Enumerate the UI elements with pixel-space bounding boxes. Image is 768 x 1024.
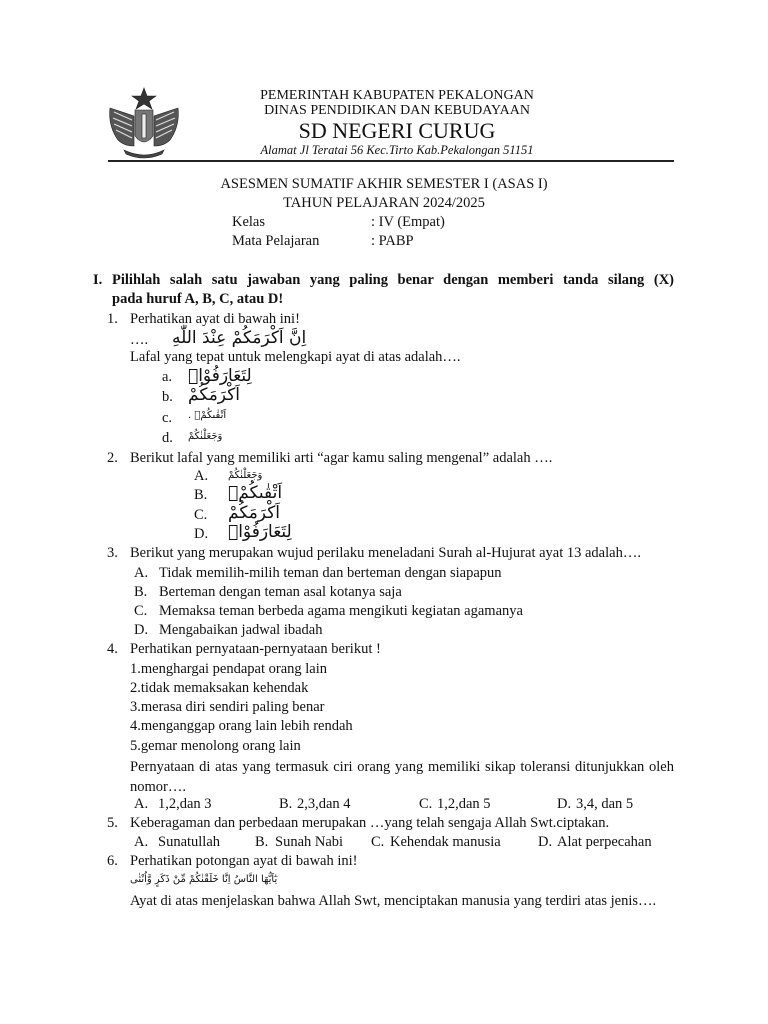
q1-option-arabic: اَكْرَمَكُمْ (188, 385, 241, 405)
exam-year: TAHUN PELAJARAN 2024/2025 (283, 195, 485, 211)
q4-text: Perhatikan pernyataan-pernyataan berikut ! (130, 641, 381, 657)
q6-number: 6. (107, 853, 118, 869)
q2-number: 2. (107, 450, 118, 466)
q4-option-letter: D. (557, 796, 572, 812)
school-address: Alamat Jl Teratai 56 Kec.Tirto Kab.Pekalongan 51151 (260, 143, 534, 157)
q4-prompt: Pernyataan di atas yang termasuk ciri orang yang memiliki sikap toleransi ditunjukkan oleh nomor…. (130, 759, 674, 795)
q3-text: Berikut yang merupakan wujud perilaku meneladani Surah al-Hujurat ayat 13 adalah…. (130, 545, 641, 561)
header-gov-line: PEMERINTAH KABUPATEN PEKALONGAN (260, 88, 534, 103)
q6-prompt: Ayat di atas menjelaskan bahwa Allah Swt, menciptakan manusia yang terdiri atas jenis…. (130, 893, 657, 909)
q4-statement: 2.tidak memaksakan kehendak (130, 680, 309, 696)
q1-text: Perhatikan ayat di bawah ini! (130, 311, 300, 327)
q5-number: 5. (107, 815, 118, 831)
q2-option-arabic: اَكْرَمَكُمْ (228, 503, 281, 523)
q1-option-arabic: لِتَعَارَفُوْاۚ (188, 366, 252, 386)
q5-option-letter: D. (538, 834, 553, 850)
q1-option-arabic: اَتْقٰىكُمْۗ . (188, 410, 227, 421)
mapel-label: Mata Pelajaran (232, 233, 320, 249)
q2-option-letter: A. (194, 468, 209, 484)
exam-title: ASESMEN SUMATIF AKHIR SEMESTER I (ASAS I) (220, 176, 548, 192)
q3-option-text: Tidak memilih-milih teman dan berteman dengan siapapun (159, 565, 502, 581)
header-divider (108, 160, 674, 162)
q3-option-text: Memaksa teman berbeda agama mengikuti kegiatan agamanya (159, 603, 523, 619)
q3-option-text: Mengabaikan jadwal ibadah (159, 622, 323, 638)
q1-option-letter: a. (162, 369, 173, 385)
kelas-label: Kelas (232, 214, 266, 230)
q4-number: 4. (107, 641, 118, 657)
q5-option-letter: C. (371, 834, 385, 850)
q4-statement: 1.menghargai pendapat orang lain (130, 661, 328, 677)
mapel-value: : PABP (371, 233, 414, 249)
q2-option-arabic: وَجَعَلْنٰكُمْ (228, 470, 263, 481)
q5-option-text: Sunatullah (158, 834, 221, 850)
q4-statement: 3.merasa diri sendiri paling benar (130, 699, 325, 715)
q6-arabic-verse: يٰٓاَيُّهَا النَّاسُ اِنَّا خَلَقْنٰكُمْ مِّنْ ذَكَرٍ وَّاُنْثٰى (130, 874, 278, 885)
q4-option-letter: A. (134, 796, 149, 812)
q1-arabic-verse: اِنَّ اَكْرَمَكُمْ عِنْدَ اللّٰهِ (172, 328, 307, 348)
q2-text: Berikut lafal yang memiliki arti “agar kamu saling mengenal” adalah …. (130, 450, 553, 466)
q4-option-text: 2,3,dan 4 (297, 796, 351, 812)
q3-option-letter: C. (134, 603, 148, 619)
q1-number: 1. (107, 311, 118, 327)
q4-statement: 4.menganggap orang lain lebih rendah (130, 718, 353, 734)
q4-statement: 5.gemar menolong orang lain (130, 738, 301, 754)
q5-option-text: Kehendak manusia (390, 834, 501, 850)
q4-option-text: 3,4, dan 5 (576, 796, 634, 812)
q1-option-letter: c. (162, 410, 173, 426)
q2-option-letter: B. (194, 487, 208, 503)
school-name: SD NEGERI CURUG (298, 118, 496, 143)
q3-number: 3. (107, 545, 118, 561)
header-dept-line: DINAS PENDIDIKAN DAN KEBUDAYAAN (264, 103, 530, 118)
q1-option-arabic: وَجَعَلْنٰكُمْ (188, 431, 223, 442)
q5-option-text: Sunah Nabi (275, 834, 344, 850)
section-instruction-line2: pada huruf A, B, C, atau D! (112, 291, 284, 307)
section-instruction-line1: Pilihlah salah satu jawaban yang paling benar dengan memberi tanda silang (X) (112, 272, 674, 288)
q1-dots: …. (130, 332, 149, 348)
q2-option-letter: C. (194, 507, 208, 523)
q2-option-arabic: لِتَعَارَفُوْاۚ (228, 522, 292, 542)
q3-option-letter: A. (134, 565, 149, 581)
q1-option-letter: b. (162, 389, 173, 405)
q1-prompt: Lafal yang tepat untuk melengkapi ayat di atas adalah…. (130, 349, 461, 365)
q3-option-letter: D. (134, 622, 149, 638)
q4-option-letter: C. (419, 796, 433, 812)
q3-option-text: Berteman dengan teman asal kotanya saja (159, 584, 402, 600)
q2-option-arabic: اَتْقٰىكُمْۗ (228, 483, 283, 503)
section-number: I. (93, 272, 103, 288)
q5-text: Keberagaman dan perbedaan merupakan …yang telah sengaja Allah Swt.ciptakan. (130, 815, 610, 831)
q5-option-letter: A. (134, 834, 149, 850)
kelas-value: : IV (Empat) (371, 214, 445, 230)
q4-option-text: 1,2,dan 3 (158, 796, 212, 812)
q4-option-text: 1,2,dan 5 (437, 796, 491, 812)
q2-option-letter: D. (194, 526, 209, 542)
q4-option-letter: B. (279, 796, 293, 812)
q5-option-letter: B. (255, 834, 269, 850)
q6-text: Perhatikan potongan ayat di bawah ini! (130, 853, 358, 869)
q5-option-text: Alat perpecahan (557, 834, 652, 850)
q1-option-letter: d. (162, 430, 173, 446)
q3-option-letter: B. (134, 584, 148, 600)
